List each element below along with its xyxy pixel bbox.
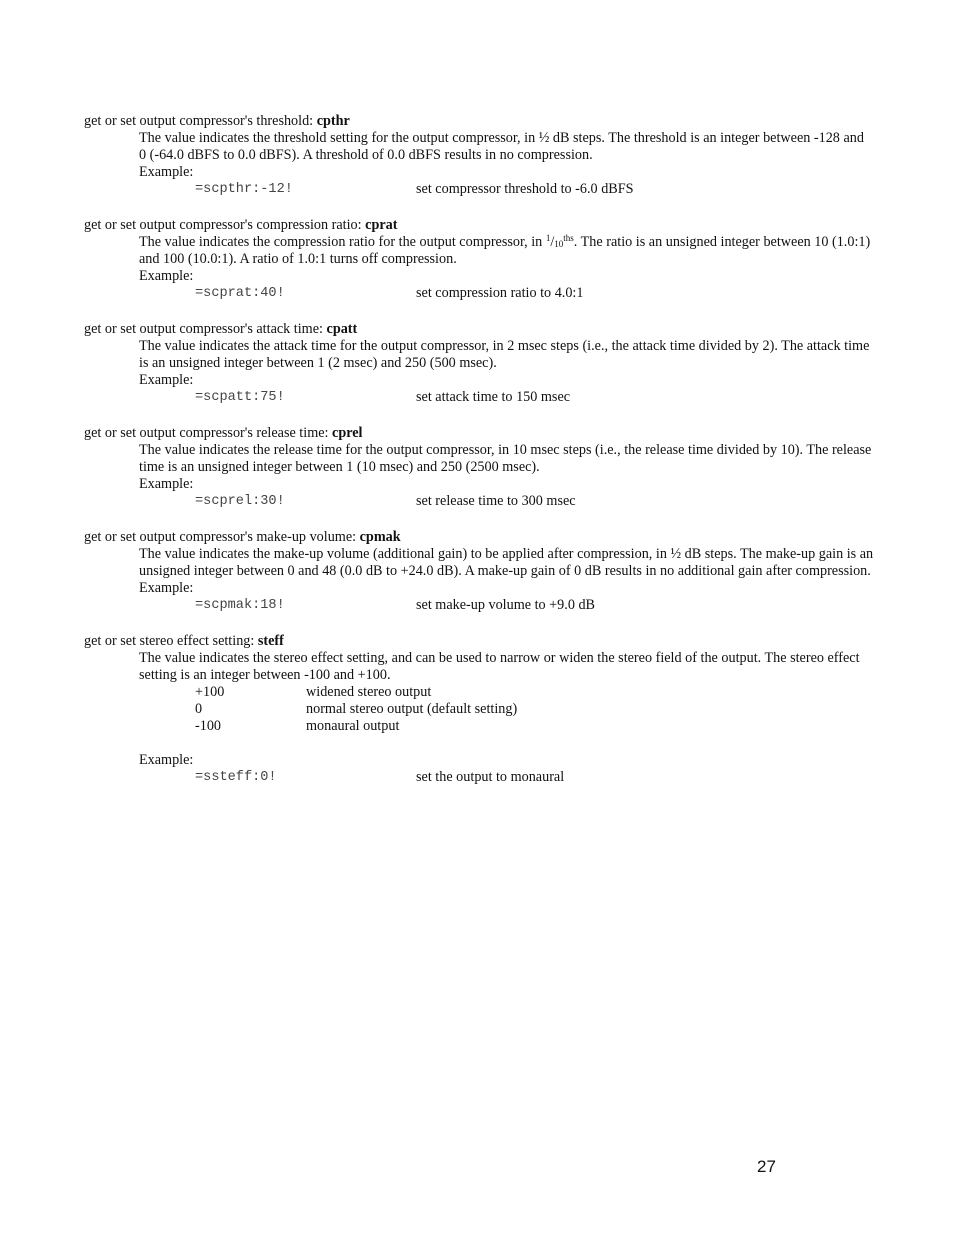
command-section-cpmak	[84, 529, 874, 614]
command-section-cpthr	[84, 113, 874, 198]
section-description: The value indicates the make-up volume (additional gain) to be applied after compression, in ½ dB steps. The make-up gain is an unsigned integer between 0 and 48 (0.0 dB to +24.0 dB). A make-up gain of 0 dB results in no additional gain after compression.	[139, 546, 874, 579]
example-description: set compressor threshold to -6.0 dBFS	[416, 181, 634, 197]
section-description: The value indicates the threshold setting for the output compressor, in ½ dB steps. The threshold is an integer between -128 and 0 (-64.0 dBFS to 0.0 dBFS). A threshold of 0.0 dBFS results in no compression.	[139, 130, 864, 163]
command-section-cpatt	[84, 321, 874, 406]
example-label: Example:	[139, 372, 194, 388]
example-row	[195, 181, 874, 198]
example-code: =scprel:30!	[195, 494, 285, 509]
example-description: set make-up volume to +9.0 dB	[416, 597, 596, 613]
command-section-steff	[84, 633, 874, 786]
example-description: set the output to monaural	[416, 769, 565, 785]
section-heading: get or set output compressor's compression ratio: cprat	[84, 217, 398, 233]
example-code: =scpthr:-12!	[195, 182, 293, 197]
spacer	[139, 735, 874, 752]
value-meaning: widened stereo output	[306, 684, 432, 700]
example-code: =scprat:40!	[195, 286, 285, 301]
example-row	[195, 597, 874, 614]
example-description: set compression ratio to 4.0:1	[416, 285, 584, 301]
value-meaning: monaural output	[306, 718, 400, 734]
section-description: The value indicates the compression ratio for the output compressor, in $^1/_{10}^{ths}$. The ratio is an unsigned integer between 10 (1.0:1) and 100 (10.0:1). A ratio of 1.0:1 turns off compression.	[139, 233, 871, 267]
value-row	[195, 718, 874, 735]
value-number: +100	[195, 684, 225, 700]
value-row	[195, 701, 874, 718]
fraction-denominator: 10	[554, 239, 564, 249]
value-table	[195, 684, 874, 735]
example-code: =ssteff:0!	[195, 770, 277, 785]
command-name: steff	[257, 633, 284, 649]
example-row	[195, 285, 874, 302]
section-heading: get or set stereo effect setting: steff	[84, 633, 284, 649]
example-row	[195, 493, 874, 510]
section-description: The value indicates the stereo effect setting, and can be used to narrow or widen the stereo field of the output. The stereo effect setting is an integer between -100 and +100.	[139, 650, 860, 683]
section-heading: get or set output compressor's make-up volume: cpmak	[84, 529, 401, 545]
example-label: Example:	[139, 164, 194, 180]
command-name: cpatt	[326, 321, 358, 337]
value-meaning: normal stereo output (default setting)	[306, 701, 518, 717]
fraction-suffix: ths	[563, 233, 574, 243]
section-description: The value indicates the release time for the output compressor, in 10 msec steps (i.e., the release time divided by 10). The release time is an unsigned integer between 1 (10 msec) and 250 (2500 msec).	[139, 442, 872, 475]
example-description: set attack time to 150 msec	[416, 389, 571, 405]
example-row	[195, 389, 874, 406]
section-heading: get or set output compressor's threshold: cpthr	[84, 113, 350, 129]
command-name: cpthr	[316, 113, 350, 129]
example-label: Example:	[139, 752, 194, 768]
command-name: cprat	[365, 217, 398, 233]
example-label: Example:	[139, 580, 194, 596]
page-number: 27	[757, 1157, 776, 1176]
value-number: -100	[195, 718, 222, 734]
example-description: set release time to 300 msec	[416, 493, 576, 509]
value-number: 0	[195, 701, 203, 717]
section-heading: get or set output compressor's release time: cprel	[84, 425, 363, 441]
command-name: cprel	[332, 425, 363, 441]
fraction-numerator: 1	[545, 233, 551, 243]
document-page	[84, 113, 874, 805]
example-label: Example:	[139, 268, 194, 284]
section-heading: get or set output compressor's attack time: cpatt	[84, 321, 358, 337]
command-section-cprel	[84, 425, 874, 510]
section-description: The value indicates the attack time for the output compressor, in 2 msec steps (i.e., the attack time divided by 2). The attack time is an unsigned integer between 1 (2 msec) and 250 (500 msec).	[139, 338, 870, 371]
example-label: Example:	[139, 476, 194, 492]
value-row	[195, 684, 874, 701]
example-row	[195, 769, 874, 786]
example-code: =scpatt:75!	[195, 390, 285, 405]
example-code: =scpmak:18!	[195, 598, 285, 613]
command-section-cprat	[84, 217, 874, 302]
command-name: cpmak	[359, 529, 401, 545]
